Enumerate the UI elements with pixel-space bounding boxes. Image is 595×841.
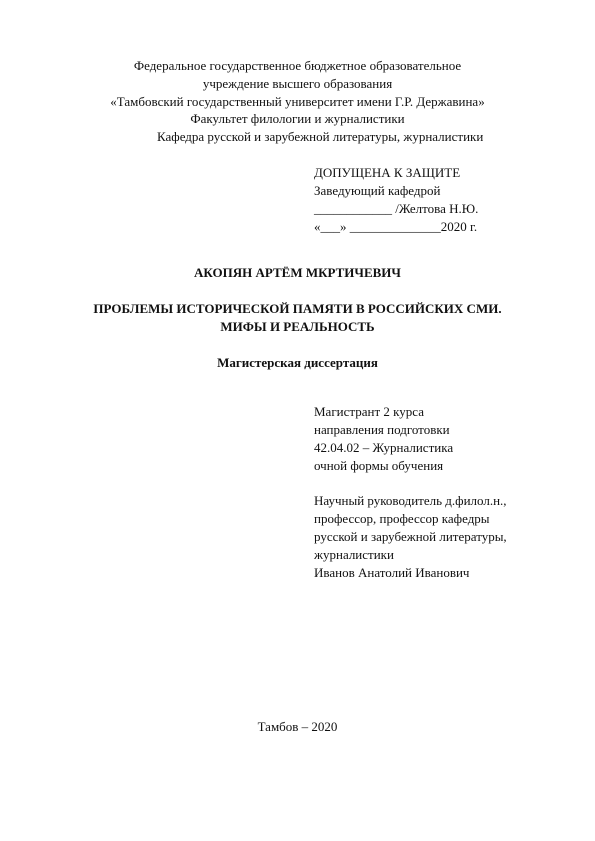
header-line-faculty: Факультет филологии и журналистики: [190, 111, 405, 126]
thesis-title-line1: ПРОБЛЕМЫ ИСТОРИЧЕСКОЙ ПАМЯТИ В РОССИЙСКИХ СМИ.: [93, 301, 502, 316]
student-info-line: Магистрант 2 курса: [314, 404, 424, 419]
student-info-line: 42.04.02 – Журналистика: [314, 440, 454, 455]
author-name: АКОПЯН АРТЁМ МКРТИЧЕВИЧ: [194, 265, 401, 280]
supervisor-info-line: Научный руководитель д.филол.н.,: [314, 493, 507, 508]
student-info-block: [314, 403, 453, 475]
supervisor-info-line: журналистики: [314, 547, 394, 562]
supervisor-info-line: русской и зарубежной литературы,: [314, 529, 507, 544]
supervisor-info-line: профессор, профессор кафедры: [314, 511, 490, 526]
header-line-ministry: Федеральное государственное бюджетное образовательное: [133, 58, 462, 73]
header-line-university: «Тамбовский государственный университет имени Г.Р. Державина»: [110, 94, 485, 109]
city-year: Тамбов – 2020: [257, 719, 338, 734]
approval-block: [314, 164, 478, 236]
approval-title: ДОПУЩЕНА К ЗАЩИТЕ: [314, 165, 461, 180]
supervisor-info-block: [314, 492, 507, 582]
supervisor-name: Иванов Анатолий Иванович: [314, 565, 470, 580]
student-info-line: очной формы обучения: [314, 458, 444, 473]
header-line-institution-type: учреждение высшего образования: [202, 76, 393, 91]
approval-position: Заведующий кафедрой: [314, 183, 441, 198]
work-type: Магистерская диссертация: [217, 355, 378, 370]
header-line-department: Кафедра русской и зарубежной литературы, журналистики: [157, 129, 484, 144]
student-info-line: направления подготовки: [314, 422, 450, 437]
approval-signature-line: ____________ /Желтова Н.Ю.: [314, 201, 479, 216]
approval-date-line: «___» ______________2020 г.: [314, 219, 478, 234]
thesis-title-line2: МИФЫ И РЕАЛЬНОСТЬ: [220, 319, 375, 334]
